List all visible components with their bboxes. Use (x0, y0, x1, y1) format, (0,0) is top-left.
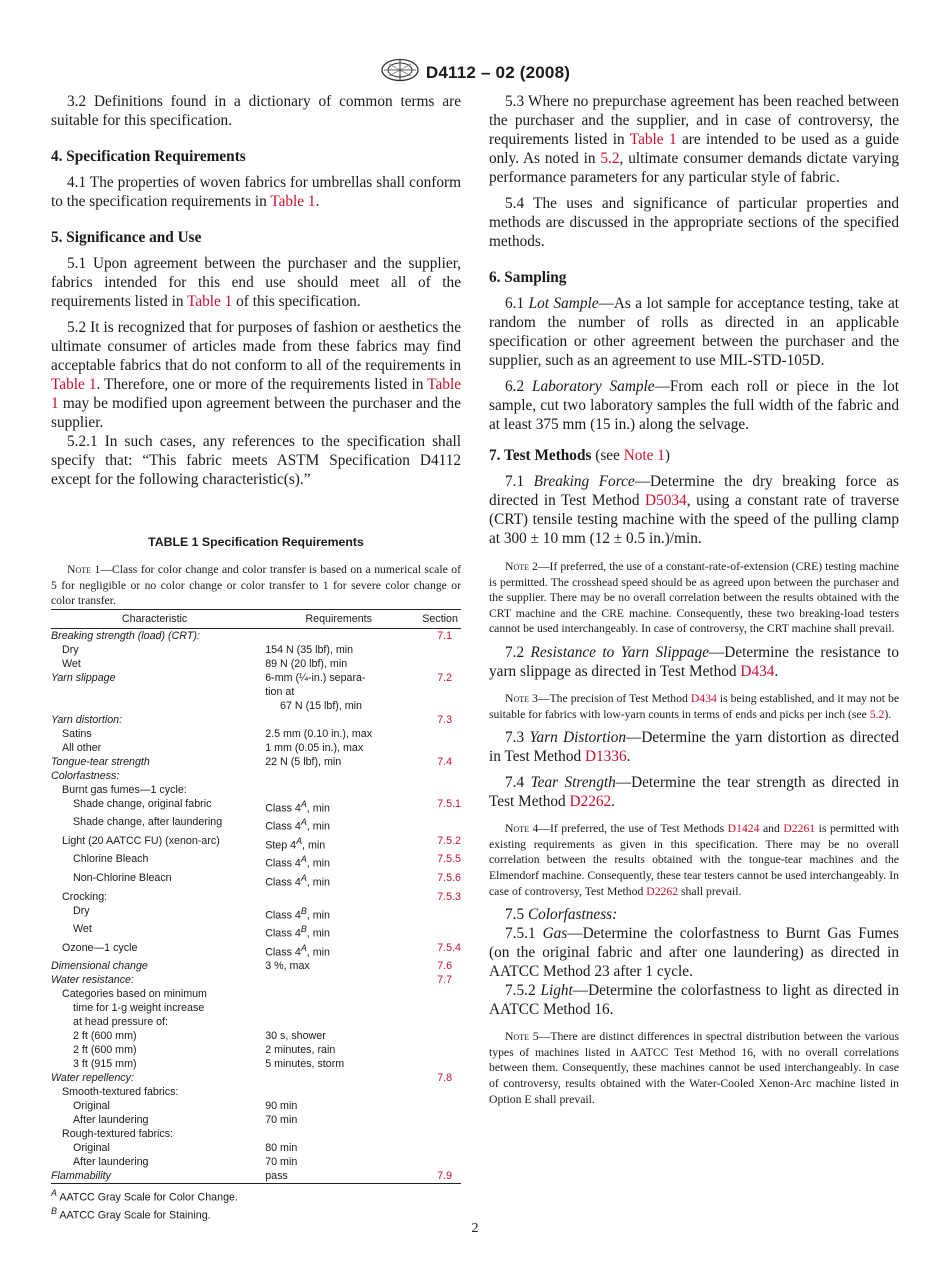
cell-requirement (258, 713, 419, 727)
cell-section-link (419, 922, 461, 941)
cell-requirement: 80 min (265, 1142, 298, 1155)
cell-characteristic: Crocking: (62, 890, 108, 903)
table-row (51, 741, 461, 755)
cell-characteristic: After laundering (73, 1156, 149, 1169)
cell-characteristic: All other (62, 741, 102, 754)
cell-requirement: 5 minutes, storm (265, 1058, 345, 1071)
cell-characteristic: 2 ft (600 mm) (73, 1030, 137, 1043)
page-header (0, 58, 950, 87)
para-7-2: 7.2 Resistance to Yarn Slippage—Determine the resistance to yarn slippage as directed in Test Method D434. (489, 643, 899, 680)
cell-characteristic: Wet (73, 923, 92, 936)
table-row (51, 1141, 461, 1155)
cell-section-link (419, 1001, 461, 1015)
cell-characteristic: Shade change, original fabric (73, 797, 212, 810)
d1336-link[interactable]: D1336 (584, 748, 627, 766)
table-header-row (51, 609, 461, 628)
table-row (51, 699, 461, 713)
heading-7: 7. Test Methods (see Note 1) (489, 447, 671, 464)
cell-requirement: tion at (265, 685, 295, 698)
note-2: Note 2—If preferred, the use of a constant-rate-of-extension (CRE) testing machine is permitted. The crosshead speed should be as agreed upon between the purchaser and the supplier. There may be no overall correlation between the results obtained with the CRT machine and the CRE machine. Consequently, these two breaking-load testers cannot be used interchangeably. In case of controversy, the CRT machine shall prevail. (489, 560, 899, 636)
note-5: Note 5—There are distinct differences in spectral distribution between the various types of machines listed in AATCC Test Method 16, with no overall correlations between them. Consequently, these machines cannot be used interchangeably. In case of controversy, results obtained with the Water-Cooled Xenon-Arc machine listed in Option E shall prevail. (489, 1030, 899, 1106)
cell-section-link[interactable]: 7.3 (437, 713, 453, 726)
cell-characteristic: Tongue-tear strength (51, 755, 150, 768)
cell-section-link[interactable]: 7.2 (437, 671, 453, 684)
right-column (489, 92, 899, 1107)
cell-section-link (419, 1015, 461, 1029)
cell-characteristic: 2 ft (600 mm) (73, 1044, 137, 1057)
footnote-a: $^A$ AATCC Gray Scale for Color Change. (51, 1188, 238, 1204)
para-3-2: 3.2 Definitions found in a dictionary of common terms are suitable for this specification. (51, 93, 461, 129)
table-row (51, 1155, 461, 1169)
cell-section-link (419, 1085, 461, 1099)
cell-characteristic: Smooth-textured fabrics: (62, 1086, 179, 1099)
note-4: Note 4—If preferred, the use of Test Methods D1424 and D2261 is permitted with existing requirements as given in this specification. There may be no overall correlation between the results obtained with the tongue-tear machines and the Elmendorf machine. Consequently, these tear testers cannot be used interchangeably. In case of controversy, Test Method D2262 shall prevail. (489, 822, 900, 898)
cell-section-link[interactable]: 7.5.5 (437, 853, 461, 866)
table-row (51, 783, 461, 797)
cell-requirement (258, 1001, 419, 1015)
cell-requirement: Class $4^B$, min (265, 905, 330, 922)
document-code: D4112 – 02 (2008) (425, 62, 571, 82)
cell-characteristic: Breaking strength (load) (CRT): (51, 629, 200, 642)
para-7-5: 7.5 Colorfastness: (505, 906, 618, 924)
cell-section-link (419, 1099, 461, 1113)
cell-characteristic: Yarn slippage (51, 671, 116, 684)
cell-section-link (419, 685, 461, 699)
cell-requirement: Class $4^A$, min (265, 798, 330, 815)
cell-section-link[interactable]: 7.7 (437, 974, 453, 987)
table-row (51, 769, 461, 783)
cell-characteristic: Shade change, after laundering (73, 816, 223, 829)
d1424-link[interactable]: D1424 (727, 822, 760, 836)
cell-requirement: 154 N (35 lbf), min (265, 643, 354, 656)
table-caption: TABLE 1 Specification Requirements (148, 535, 364, 549)
table-1-link[interactable]: Table 1 (187, 293, 233, 310)
para-5-4: 5.4 The uses and significance of particular properties and methods are discussed in the appropriate sections of the specified methods. (489, 195, 899, 250)
table-row (51, 834, 461, 853)
cell-section-link (419, 1029, 461, 1043)
table-note-1: Note 1—Class for color change and color transfer is based on a numerical scale of 5 for negligible or no color change or color transfer to 1 for severe color change or color transfer. (51, 563, 461, 608)
heading-5: 5. Significance and Use (51, 229, 202, 246)
cell-requirement: 6-mm (¼-in.) separa- (265, 671, 366, 684)
para-4-1: 4.1 The properties of woven fabrics for umbrellas shall conform to the specification requirements in Table 1. (51, 174, 461, 210)
header-requirements: Requirements (258, 609, 419, 628)
left-column (51, 92, 461, 1223)
table-1-block (51, 535, 461, 1223)
para-5-1: 5.1 Upon agreement between the purchaser and the supplier, fabrics intended for this end use should meet all of the requirements listed in Table 1 of this specification. (51, 255, 461, 310)
table-row (51, 1015, 461, 1029)
para-7-4: 7.4 Tear Strength—Determine the tear strength as directed in Test Method D2262. (489, 774, 900, 811)
cell-characteristic: Original (73, 1142, 110, 1155)
para-5-2-1: 5.2.1 In such cases, any references to the specification shall specify that: “This fabric meets ASTM Specification D4112 except for the following characteristic(s).” (51, 433, 461, 488)
cell-requirement: 67 N (15 lbf), min (265, 699, 363, 712)
d434-link[interactable]: D434 (740, 662, 775, 680)
cell-section-link[interactable]: 7.5.1 (437, 797, 461, 810)
cell-characteristic: Dimensional change (51, 960, 148, 973)
cell-requirement (258, 783, 419, 797)
cell-characteristic: Original (73, 1100, 110, 1113)
cell-requirement (258, 1015, 419, 1029)
cell-requirement: 1 mm (0.05 in.), max (265, 741, 364, 754)
table-row (51, 890, 461, 904)
cell-requirement: pass (258, 1169, 419, 1184)
cell-characteristic: Chlorine Bleach (73, 853, 149, 866)
para-7-1: 7.1 Breaking Force—Determine the dry breaking force as directed in Test Method D5034, using a constant rate of traverse (CRT) tensile testing machine with the speed of the pulling clamp at 300 ± 10 mm (12 ± 0.5 in.)/min. (489, 473, 899, 547)
cell-requirement (258, 628, 419, 643)
cell-characteristic: Water resistance: (51, 974, 134, 987)
cell-requirement (258, 1085, 419, 1099)
cell-section-link[interactable]: 7.5.6 (437, 872, 461, 885)
para-7-5-2: 7.5.2 Light—Determine the colorfastness to light as directed in AATCC Method 16. (489, 982, 899, 1019)
cell-characteristic: Dry (62, 643, 79, 656)
table-row (51, 643, 461, 657)
cell-characteristic: Rough-textured fabrics: (62, 1128, 174, 1141)
cell-section-link[interactable]: 7.8 (437, 1072, 453, 1085)
cell-section-link (419, 769, 461, 783)
cell-section-link (419, 783, 461, 797)
cell-section-link (419, 643, 461, 657)
cell-section-link[interactable]: 7.6 (437, 960, 453, 973)
cell-section-link (419, 727, 461, 741)
heading-6: 6. Sampling (489, 269, 567, 286)
table-row (51, 973, 461, 987)
para-5-2: 5.2 It is recognized that for purposes of fashion or aesthetics the ultimate consumer of articles made from these fabrics may find acceptable fabrics that do not conform to all of the requirements in Table 1. Therefore, one or more of the requirements listed in Table 1 may be modified upon agreement between the purchaser and the supplier. (51, 319, 461, 431)
para-5-3: 5.3 Where no prepurchase agreement has been reached between the purchaser and the supplier, and in case of controversy, the requirements listed in Table 1 are intended to be used as a guide only. As noted in 5.2, ultimate consumer demands dictate varying performance parameters for any particular style of fabric. (489, 93, 899, 186)
table-row (51, 941, 461, 960)
cell-section-link[interactable]: 7.1 (437, 629, 453, 642)
note-1-link[interactable]: Note 1 (623, 447, 665, 464)
table-row (51, 628, 461, 643)
note-3: Note 3—The precision of Test Method D434 is being established, and it may not be suitable for fabrics with low-yarn counts in terms of ends and picks per inch (see 5.2). (489, 691, 900, 721)
table-1-link[interactable]: Table 1 (51, 376, 97, 393)
table-row (51, 1127, 461, 1141)
table-row (51, 1029, 461, 1043)
table-row (51, 1001, 461, 1015)
para-7-5-1: 7.5.1 Gas—Determine the colorfastness to Burnt Gas Fumes (on the original fabric and after one laundering) as directed in AATCC Method 23 after 1 cycle. (489, 925, 899, 981)
page-number: 2 (471, 1221, 479, 1236)
cell-section-link[interactable]: 7.4 (437, 755, 453, 768)
para-6-2: 6.2 Laboratory Sample—From each roll or piece in the lot sample, cut two laboratory samples the full width of the fabric and at least 375 mm (15 in.) along the selvage. (489, 378, 900, 433)
cell-requirement: 3 %, max (265, 960, 310, 973)
cell-requirement: 90 min (265, 1100, 298, 1113)
cell-characteristic: Yarn distortion: (51, 713, 123, 726)
section-5-2-link[interactable]: 5.2 (869, 707, 885, 721)
cell-characteristic: at head pressure of: (73, 1016, 169, 1029)
cell-requirement: 89 N (20 lbf), min (265, 657, 348, 670)
astm-logo-icon (380, 58, 420, 87)
para-6-1: 6.1 Lot Sample—As a lot sample for acceptance testing, take at random the number of rolls as directed in an applicable specification or other agreement between the purchaser and the supplier, such as an agreement to use MIL-STD-105D. (489, 295, 899, 369)
cell-section-link (419, 904, 461, 923)
table-row (51, 1099, 461, 1113)
table-row (51, 685, 461, 699)
cell-characteristic: Flammability (51, 1169, 258, 1184)
cell-requirement (258, 987, 419, 1001)
table-row (51, 755, 461, 769)
d2261-link[interactable]: D2261 (783, 822, 816, 836)
cell-requirement: Class $4^A$, min (265, 854, 330, 871)
cell-section-link (419, 1043, 461, 1057)
table-row (51, 1085, 461, 1099)
cell-characteristic: After laundering (73, 1114, 149, 1127)
cell-section-link (419, 987, 461, 1001)
heading-4: 4. Specification Requirements (51, 148, 246, 165)
table-row (51, 871, 461, 890)
table-row (51, 852, 461, 871)
footnote-b: $^B$ AATCC Gray Scale for Staining. (51, 1206, 211, 1222)
cell-requirement: Class $4^A$, min (265, 942, 330, 959)
table-row (51, 1113, 461, 1127)
cell-requirement: Class $4^A$, min (265, 817, 330, 833)
spec-table (51, 609, 461, 1185)
cell-requirement: Step $4^A$, min (265, 835, 326, 852)
header-characteristic: Characteristic (51, 609, 258, 628)
cell-section-link[interactable]: 7.5.4 (437, 941, 461, 954)
cell-section-link[interactable]: 7.5.2 (437, 834, 461, 847)
cell-characteristic: Dry (73, 904, 90, 917)
table-row (51, 987, 461, 1001)
cell-requirement (258, 1127, 419, 1141)
table-row (51, 797, 461, 816)
table-1-link[interactable]: Table 1 (270, 193, 316, 210)
cell-characteristic: Ozone—1 cycle (62, 941, 138, 954)
cell-section-link (419, 741, 461, 755)
cell-requirement (258, 769, 419, 783)
cell-requirement: 2 minutes, rain (265, 1044, 336, 1057)
table-row (51, 922, 461, 941)
table-row (51, 657, 461, 671)
cell-requirement: Class $4^B$, min (265, 924, 330, 940)
d2262-link[interactable]: D2262 (569, 793, 612, 811)
cell-characteristic: Colorfastness: (51, 769, 120, 782)
cell-requirement (258, 1071, 419, 1085)
table-row (51, 1169, 461, 1184)
cell-requirement: 70 min (265, 1114, 298, 1127)
cell-section-link (419, 1127, 461, 1141)
cell-requirement: 22 N (5 lbf), min (265, 755, 342, 768)
cell-requirement: 30 s, shower (265, 1030, 326, 1043)
table-row (51, 959, 461, 973)
cell-characteristic: Satins (62, 727, 92, 740)
table-row (51, 1057, 461, 1071)
cell-requirement: 70 min (265, 1156, 298, 1169)
cell-characteristic: Wet (62, 657, 81, 670)
cell-section-link (419, 815, 461, 834)
cell-section-link (419, 1141, 461, 1155)
d5034-link[interactable]: D5034 (645, 492, 687, 509)
cell-requirement (258, 973, 419, 987)
table-row (51, 904, 461, 923)
table-1-link[interactable]: Table 1 (51, 376, 461, 412)
table-row (51, 727, 461, 741)
cell-characteristic: Light (20 AATCC FU) (xenon-arc) (62, 834, 220, 847)
cell-characteristic (51, 699, 258, 713)
cell-section-link[interactable]: 7.9 (419, 1169, 461, 1184)
table-row (51, 713, 461, 727)
cell-characteristic: Water repellency: (51, 1072, 134, 1085)
para-7-3: 7.3 Yarn Distortion—Determine the yarn distortion as directed in Test Method D1336. (489, 729, 899, 766)
table-body (51, 628, 461, 1184)
cell-section-link (419, 1155, 461, 1169)
d2262-link[interactable]: D2262 (646, 884, 679, 898)
table-row (51, 1071, 461, 1085)
cell-characteristic: 3 ft (915 mm) (73, 1058, 137, 1071)
table-1-link[interactable]: Table 1 (629, 131, 677, 148)
cell-requirement: 2.5 mm (0.10 in.), max (265, 727, 373, 740)
cell-requirement: Class $4^A$, min (265, 873, 330, 889)
cell-characteristic: Categories based on minimum (62, 988, 207, 1001)
table-row (51, 815, 461, 834)
header-section: Section (419, 609, 461, 628)
cell-section-link[interactable]: 7.5.3 (437, 890, 461, 903)
cell-section-link (419, 1113, 461, 1127)
cell-characteristic (51, 685, 258, 699)
cell-characteristic: Burnt gas fumes—1 cycle: (62, 783, 187, 796)
cell-requirement (258, 890, 419, 904)
table-row (51, 1043, 461, 1057)
cell-section-link (419, 657, 461, 671)
cell-section-link (419, 699, 461, 713)
table-row (51, 671, 461, 685)
section-5-2-link[interactable]: 5.2 (600, 150, 620, 167)
cell-section-link (419, 1057, 461, 1071)
cell-characteristic: time for 1-g weight increase (73, 1002, 205, 1015)
d434-link[interactable]: D434 (690, 691, 717, 705)
cell-characteristic: Non-Chlorine Bleacn (73, 872, 172, 885)
